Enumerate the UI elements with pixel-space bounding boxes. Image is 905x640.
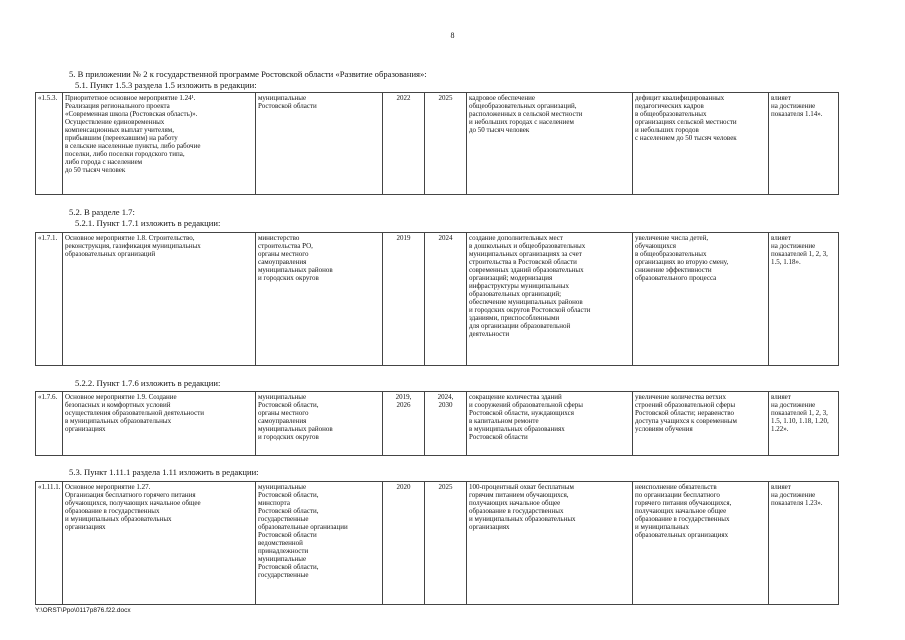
cell-line: инфраструктуры муниципальных bbox=[469, 282, 569, 290]
cell-line: государственные bbox=[258, 515, 309, 523]
heading-5: 5. В приложении № 2 к государственной программе Ростовской области «Развитие образования»: bbox=[69, 69, 427, 79]
cell-line: муниципальные bbox=[258, 483, 307, 491]
cell-line: строений образовательной сферы bbox=[635, 401, 736, 409]
cell-start-year bbox=[383, 392, 425, 456]
cell-line: в муниципальных образованиях bbox=[469, 425, 565, 433]
table-row-1-7-1 bbox=[35, 232, 839, 366]
cell-expected-result bbox=[467, 392, 633, 456]
cell-line: организациях bbox=[65, 523, 106, 531]
cell-line: зданиями, приспособленными bbox=[469, 314, 560, 322]
cell-line: органы местного bbox=[258, 250, 309, 258]
cell-line: Ростовской области, bbox=[258, 491, 319, 499]
cell-line: строительства РО, bbox=[258, 242, 313, 250]
table-row bbox=[36, 482, 839, 605]
cell-line: государственные bbox=[258, 571, 309, 579]
cell-line: и муниципальных bbox=[635, 523, 689, 531]
table-row bbox=[36, 93, 839, 195]
cell-line: образовательного процесса bbox=[635, 274, 717, 282]
cell-line: горячего питания обучающихся, bbox=[635, 499, 732, 507]
cell-line: снижение эффективности bbox=[635, 266, 712, 274]
file-path-footer: Y:\ORST\Ppo\0117p876.f22.docx bbox=[35, 607, 131, 614]
cell-line: Ростовской области; неравенство bbox=[635, 409, 734, 417]
cell-line: организациях сельской местности bbox=[635, 118, 737, 126]
cell-line: в общеобразовательных bbox=[635, 110, 707, 118]
table-row bbox=[36, 233, 839, 366]
cell-line: самоуправления bbox=[258, 258, 307, 266]
cell-consequences bbox=[633, 93, 769, 195]
cell-line: обучающихся, получающих начальное общее bbox=[65, 499, 201, 507]
cell-line: Основное мероприятие 1.9. Создание bbox=[65, 393, 177, 401]
cell-line: 2019, bbox=[395, 393, 412, 401]
cell-executor bbox=[256, 93, 383, 195]
cell-line: 2019 bbox=[396, 234, 411, 242]
cell-line: увеличение количества ветхих bbox=[635, 393, 726, 401]
cell-line: влияет bbox=[771, 234, 791, 242]
cell-line: влияет bbox=[771, 483, 791, 491]
cell-line: Ростовской области bbox=[258, 531, 317, 539]
cell-line: 2025 bbox=[438, 483, 453, 491]
cell-line: 100-процентный охват бесплатным bbox=[469, 483, 574, 491]
cell-line: и муниципальных образовательных bbox=[469, 515, 576, 523]
cell-line: для организации образовательной bbox=[469, 322, 571, 330]
heading-5-2: 5.2. В разделе 1.7: bbox=[69, 207, 135, 217]
cell-line: и городских округов Ростовской области bbox=[469, 306, 591, 314]
cell-line: и сооружений образовательной сферы bbox=[469, 401, 583, 409]
cell-line: и муниципальных образовательных bbox=[65, 515, 172, 523]
cell-line: образование в государственных bbox=[65, 507, 160, 515]
cell-line: образовательные организации bbox=[258, 523, 348, 531]
page-number: 8 bbox=[450, 31, 455, 40]
cell-line: в муниципальных образовательных bbox=[65, 417, 172, 425]
cell-line: 2024, bbox=[437, 393, 454, 401]
heading-5-3: 5.3. Пункт 1.11.1 раздела 1.11 изложить в редакции: bbox=[69, 467, 259, 477]
cell-event bbox=[63, 93, 256, 195]
cell-line: принадлежности bbox=[258, 547, 309, 555]
cell-line: Реализация регионального проекта bbox=[65, 102, 170, 110]
cell-line: министерство bbox=[258, 234, 300, 242]
cell-line: Основное мероприятие 1.27. bbox=[65, 483, 151, 491]
cell-indicators-link bbox=[769, 233, 839, 366]
cell-start-year bbox=[383, 233, 425, 366]
cell-line: Ростовской области, bbox=[258, 507, 319, 515]
table-row bbox=[36, 392, 839, 456]
cell-indicators-link bbox=[769, 93, 839, 195]
cell-line: влияет bbox=[771, 94, 791, 102]
cell-line: условиям обучения bbox=[635, 425, 693, 433]
heading-5-1: 5.1. Пункт 1.5.3 раздела 1.5 изложить в редакции: bbox=[75, 80, 257, 90]
cell-line: современных зданий образовательных bbox=[469, 266, 584, 274]
cell-executor bbox=[256, 482, 383, 605]
cell-line: Организация бесплатного горячего питания bbox=[65, 491, 196, 499]
cell-line: до 50 тысяч человек bbox=[65, 166, 126, 174]
cell-consequences bbox=[633, 233, 769, 366]
cell-line: самоуправления bbox=[258, 417, 307, 425]
cell-line: муниципальных районов bbox=[258, 266, 333, 274]
cell-line: на достижение bbox=[771, 102, 816, 110]
cell-line: безопасных и комфортных условий bbox=[65, 401, 171, 409]
cell-line: образовательных организаций; bbox=[469, 290, 562, 298]
cell-line: 1.5, 1.10, 1.18, 1.20, bbox=[771, 417, 829, 425]
cell-line: показателя 1.14». bbox=[771, 110, 823, 118]
cell-line: показателя 1.23». bbox=[771, 499, 823, 507]
cell-line: образовательных организаций bbox=[65, 250, 156, 258]
cell-line: сокращение количества зданий bbox=[469, 393, 562, 401]
cell-line: организациях bbox=[65, 425, 106, 433]
cell-line: органы местного bbox=[258, 409, 309, 417]
cell-line: строительства в Ростовской области bbox=[469, 258, 577, 266]
cell-line: педагогических кадров bbox=[635, 102, 704, 110]
cell-line: на достижение bbox=[771, 401, 816, 409]
cell-line: образование в государственных bbox=[469, 507, 564, 515]
cell-indicators-link bbox=[769, 482, 839, 605]
cell-line: в сельские населенные пункты, либо рабочие bbox=[65, 142, 201, 150]
cell-line: либо города с населением bbox=[65, 158, 143, 166]
cell-line: деятельности bbox=[469, 330, 510, 338]
cell-number: «1.5.3. bbox=[36, 93, 63, 195]
cell-end-year bbox=[425, 233, 467, 366]
cell-line: Ростовской области, bbox=[258, 401, 319, 409]
cell-line: на достижение bbox=[771, 491, 816, 499]
cell-event bbox=[63, 482, 256, 605]
table-row-1-5-3 bbox=[35, 92, 839, 195]
cell-indicators-link bbox=[769, 392, 839, 456]
cell-line: получающих начальное общее bbox=[469, 499, 561, 507]
table-row-1-11-1 bbox=[35, 481, 839, 605]
cell-line: и небольших городах с населением bbox=[469, 118, 574, 126]
cell-expected-result bbox=[467, 233, 633, 366]
cell-line: 1.22». bbox=[771, 425, 789, 433]
cell-line: неисполнение обязательств bbox=[635, 483, 717, 491]
cell-expected-result bbox=[467, 93, 633, 195]
cell-line: муниципальных организациях за счет bbox=[469, 250, 582, 258]
cell-event bbox=[63, 392, 256, 456]
cell-line: Осуществление единовременных bbox=[65, 118, 165, 126]
cell-line: обучающихся bbox=[635, 242, 676, 250]
cell-line: доступа учащихся к современным bbox=[635, 417, 737, 425]
cell-line: обеспечение муниципальных районов bbox=[469, 298, 583, 306]
cell-end-year bbox=[425, 93, 467, 195]
cell-line: влияет bbox=[771, 393, 791, 401]
cell-start-year bbox=[383, 482, 425, 605]
cell-line: организаций; модернизация bbox=[469, 274, 553, 282]
cell-line: 2024 bbox=[438, 234, 453, 242]
cell-line: муниципальные bbox=[258, 94, 307, 102]
cell-line: расположенных в сельской местности bbox=[469, 110, 583, 118]
cell-line: Ростовской области, нуждающихся bbox=[469, 409, 574, 417]
cell-line: ведомственной bbox=[258, 539, 303, 547]
cell-line: показателей 1, 2, 3, bbox=[771, 409, 828, 417]
cell-expected-result bbox=[467, 482, 633, 605]
cell-line: образовательных организациях bbox=[635, 531, 729, 539]
cell-line: муниципальные bbox=[258, 555, 307, 563]
cell-line: до 50 тысяч человек bbox=[469, 126, 530, 134]
cell-line: компенсационных выплат учителям, bbox=[65, 126, 174, 134]
cell-line: образование в государственных bbox=[635, 515, 730, 523]
cell-number: «1.7.1. bbox=[36, 233, 63, 366]
cell-line: «Современная школа (Ростовская область)». bbox=[65, 110, 198, 118]
heading-5-2-1: 5.2.1. Пункт 1.7.1 изложить в редакции: bbox=[75, 218, 221, 228]
cell-line: в капитальном ремонте bbox=[469, 417, 539, 425]
cell-line: муниципальных районов bbox=[258, 425, 333, 433]
cell-line: осуществления образовательной деятельности bbox=[65, 409, 204, 417]
cell-end-year bbox=[425, 392, 467, 456]
cell-line: реконструкция, газификация муниципальных bbox=[65, 242, 201, 250]
cell-line: 2030 bbox=[438, 401, 453, 409]
cell-line: общеобразовательных организаций, bbox=[469, 102, 577, 110]
cell-line: кадровое обеспечение bbox=[469, 94, 535, 102]
cell-line: показателей 1, 2, 3, bbox=[771, 250, 828, 258]
cell-line: и небольших городов bbox=[635, 126, 699, 134]
cell-line: создание дополнительных мест bbox=[469, 234, 563, 242]
cell-line: Ростовской области bbox=[258, 102, 317, 110]
cell-line: в дошкольных и общеобразовательных bbox=[469, 242, 586, 250]
table-row-1-7-6 bbox=[35, 391, 839, 456]
heading-5-2-2: 5.2.2. Пункт 1.7.6 изложить в редакции: bbox=[75, 378, 221, 388]
cell-line: с населением до 50 тысяч человек bbox=[635, 134, 737, 142]
cell-line: организациях во вторую смену, bbox=[635, 258, 729, 266]
cell-line: 2020 bbox=[396, 483, 411, 491]
cell-line: получающих начальное общее bbox=[635, 507, 727, 515]
cell-line: организациях bbox=[469, 523, 510, 531]
cell-line: 2025 bbox=[438, 94, 453, 102]
cell-event bbox=[63, 233, 256, 366]
cell-executor bbox=[256, 392, 383, 456]
cell-line: минспорта bbox=[258, 499, 290, 507]
cell-line: 1.5, 1.18». bbox=[771, 258, 801, 266]
cell-line: увеличение числа детей, bbox=[635, 234, 709, 242]
cell-line: прибывшим (переехавшим) на работу bbox=[65, 134, 178, 142]
cell-line: Приоритетное основное мероприятие 1.24¹. bbox=[65, 94, 196, 102]
cell-line: горячим питанием обучающихся, bbox=[469, 491, 569, 499]
cell-line: Основное мероприятие 1.8. Строительство, bbox=[65, 234, 195, 242]
cell-number: «1.7.6. bbox=[36, 392, 63, 456]
cell-line: поселки, либо поселки городского типа, bbox=[65, 150, 185, 158]
cell-line: муниципальные bbox=[258, 393, 307, 401]
cell-line: на достижение bbox=[771, 242, 816, 250]
cell-end-year bbox=[425, 482, 467, 605]
cell-line: дефицит квалифицированных bbox=[635, 94, 725, 102]
cell-consequences bbox=[633, 392, 769, 456]
cell-start-year bbox=[383, 93, 425, 195]
cell-consequences bbox=[633, 482, 769, 605]
cell-line: Ростовской области bbox=[469, 433, 528, 441]
cell-line: Ростовской области, bbox=[258, 563, 319, 571]
cell-line: и городских округов bbox=[258, 274, 319, 282]
cell-line: в общеобразовательных bbox=[635, 250, 707, 258]
cell-executor bbox=[256, 233, 383, 366]
cell-line: 2026 bbox=[396, 401, 411, 409]
cell-line: и городских округов bbox=[258, 433, 319, 441]
cell-line: по организации бесплатного bbox=[635, 491, 720, 499]
cell-line: 2022 bbox=[396, 94, 411, 102]
cell-number: «1.11.1. bbox=[36, 482, 63, 605]
